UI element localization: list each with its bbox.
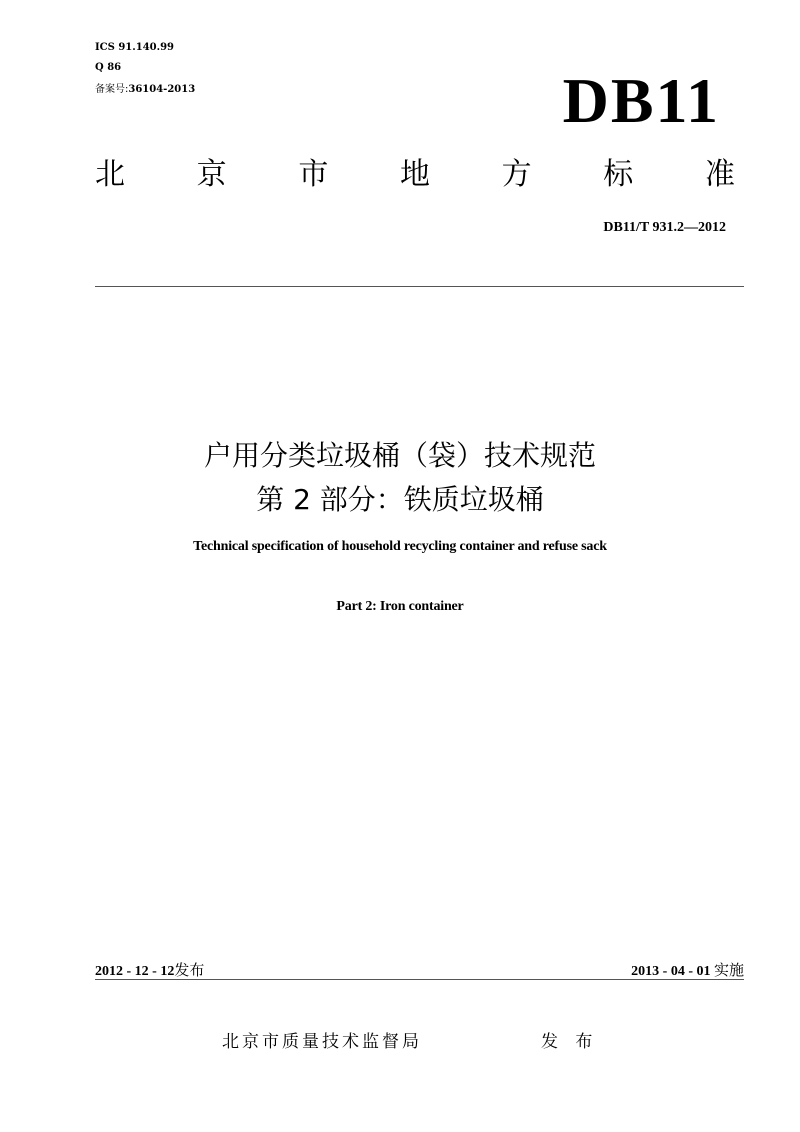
standard-type-char: 方 xyxy=(501,157,532,192)
standard-mark: DB11 xyxy=(562,65,720,136)
standard-type-heading xyxy=(95,155,735,195)
title-cn-line1: 户用分类垃圾桶（袋）技术规范 xyxy=(203,439,596,472)
issuer-action: 发 布 xyxy=(541,1032,599,1052)
standard-type-char: 准 xyxy=(704,157,735,192)
ics-code: ICS 91.140.99 xyxy=(95,42,175,53)
record-label: 备案号: xyxy=(95,84,129,95)
title-cn-line2: 第 2 部分：铁质垃圾桶 xyxy=(256,483,544,516)
issuer-name: 北京市质量技术监督局 xyxy=(222,1032,422,1052)
standard-type-char: 地 xyxy=(399,157,430,192)
standard-type-char: 标 xyxy=(603,157,634,192)
title-en-line1: Technical specification of household recycling container and refuse sack xyxy=(193,539,607,554)
implement-date-value: 2013 - 04 - 01 xyxy=(631,964,711,979)
standard-number: DB11/T 931.2—2012 xyxy=(603,220,726,235)
title-en-line2: Part 2: Iron container xyxy=(336,599,464,614)
footer-divider xyxy=(95,979,744,980)
ccs-code: Q 86 xyxy=(95,62,122,73)
header-divider xyxy=(95,286,744,287)
record-number xyxy=(95,84,195,96)
standard-type-char: 北 xyxy=(95,157,125,192)
release-date-value: 2012 - 12 - 12 xyxy=(95,964,175,979)
release-label: 发布 xyxy=(174,961,205,979)
record-value: 36104-2013 xyxy=(128,84,196,95)
standard-type-char: 市 xyxy=(298,157,329,192)
standard-type-char: 京 xyxy=(196,157,227,192)
implement-label: 实施 xyxy=(713,961,744,979)
